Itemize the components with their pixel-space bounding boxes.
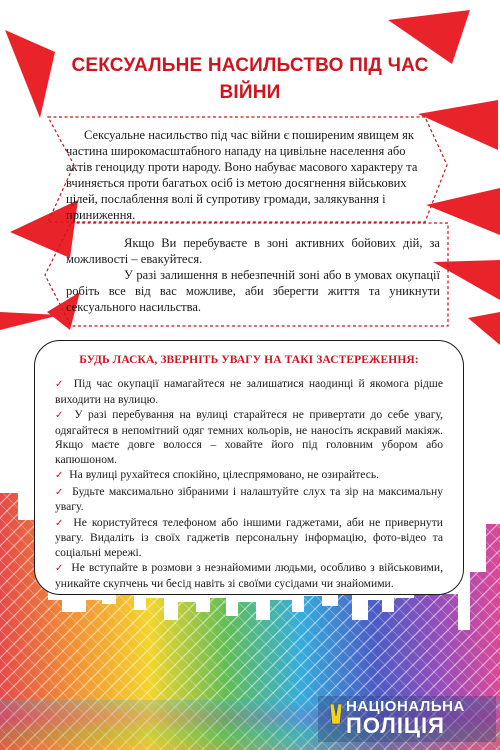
warning-item: ✓ Будьте максимально зібраними і налаштуйте слух та зір на максимальну увагу. — [55, 484, 443, 513]
warning-item: ✓ У разі перебування на вулиці старайтеся не привертати до себе увагу, одягайтеся в непомітний одяг темних кольорів, не наносіть яскравий макіяж. Якщо маєте довге волосся – ховайте його під головним убором або капюшоном. — [55, 408, 443, 466]
warning-item: ✓ Під час окупації намагайтеся не залишатися наодинці й якомога рідше виходити на вулицю. — [55, 377, 443, 406]
checkmark-icon: ✓ — [55, 470, 64, 481]
advice-evacuate: Якщо Ви перебуваєте в зоні активних бойових дій, за можливості – евакуйтеся. — [66, 236, 440, 266]
warnings-list — [55, 377, 443, 591]
title-line-1: СЕКСУАЛЬНЕ НАСИЛЬСТВО ПІД ЧАС — [71, 55, 429, 76]
checkmark-icon: ✓ — [55, 379, 66, 390]
page-title — [40, 52, 460, 106]
warnings-box — [34, 340, 464, 595]
warning-item: ✓ Не користуйтеся телефоном або іншими гаджетами, аби не привернути увагу. Видаліть із своїх гаджетів персональну інформацію, фото-відео та соціальні мережі. — [55, 515, 444, 559]
checkmark-icon: ✓ — [55, 563, 65, 574]
checkmark-icon: ✓ — [55, 410, 66, 421]
logo-line-1: НАЦІОНАЛЬНА — [346, 698, 465, 715]
warnings-title: БУДЬ ЛАСКА, ЗВЕРНІТЬ УВАГУ НА ТАКІ ЗАСТЕРЕЖЕННЯ: — [79, 354, 419, 366]
intro-paragraph — [66, 127, 426, 223]
checkmark-icon: ✓ — [55, 486, 65, 498]
warning-item: ✓ Не вступайте в розмови з незнайомими людьми, особливо з військовими, уникайте скупчень чи бесід навіть зі своїми сусідами чи знайомими. — [55, 561, 443, 590]
advice-stay-safe: У разі залишення в небезпечній зоні або в умовах окупації робіть все від вас можливе, аби зберегти життя та уникнути сексуального насильства. — [66, 268, 440, 314]
logo-line-2: ПОЛІЦІЯ — [346, 713, 445, 738]
title-line-2: ВІЙНИ — [219, 82, 281, 103]
intro-text: Сексуальне насильство під час війни є поширеним явищем як частина широкомасштабного нападу на цивільне населення або актів геноциду проти народу. Воно набуває масового характеру та вчиняється проти багатьох осіб із метою досягнення військових цілей, послаблення волі й супротиву громади, залякування і приниження. — [66, 128, 418, 222]
checkmark-icon: ✓ — [55, 517, 66, 529]
national-police-logo — [306, 696, 496, 738]
warning-item: ✓ На вулиці рухайтеся спокійно, цілеспрямовано, не озирайтесь. — [55, 468, 380, 481]
advice-block — [66, 235, 440, 315]
